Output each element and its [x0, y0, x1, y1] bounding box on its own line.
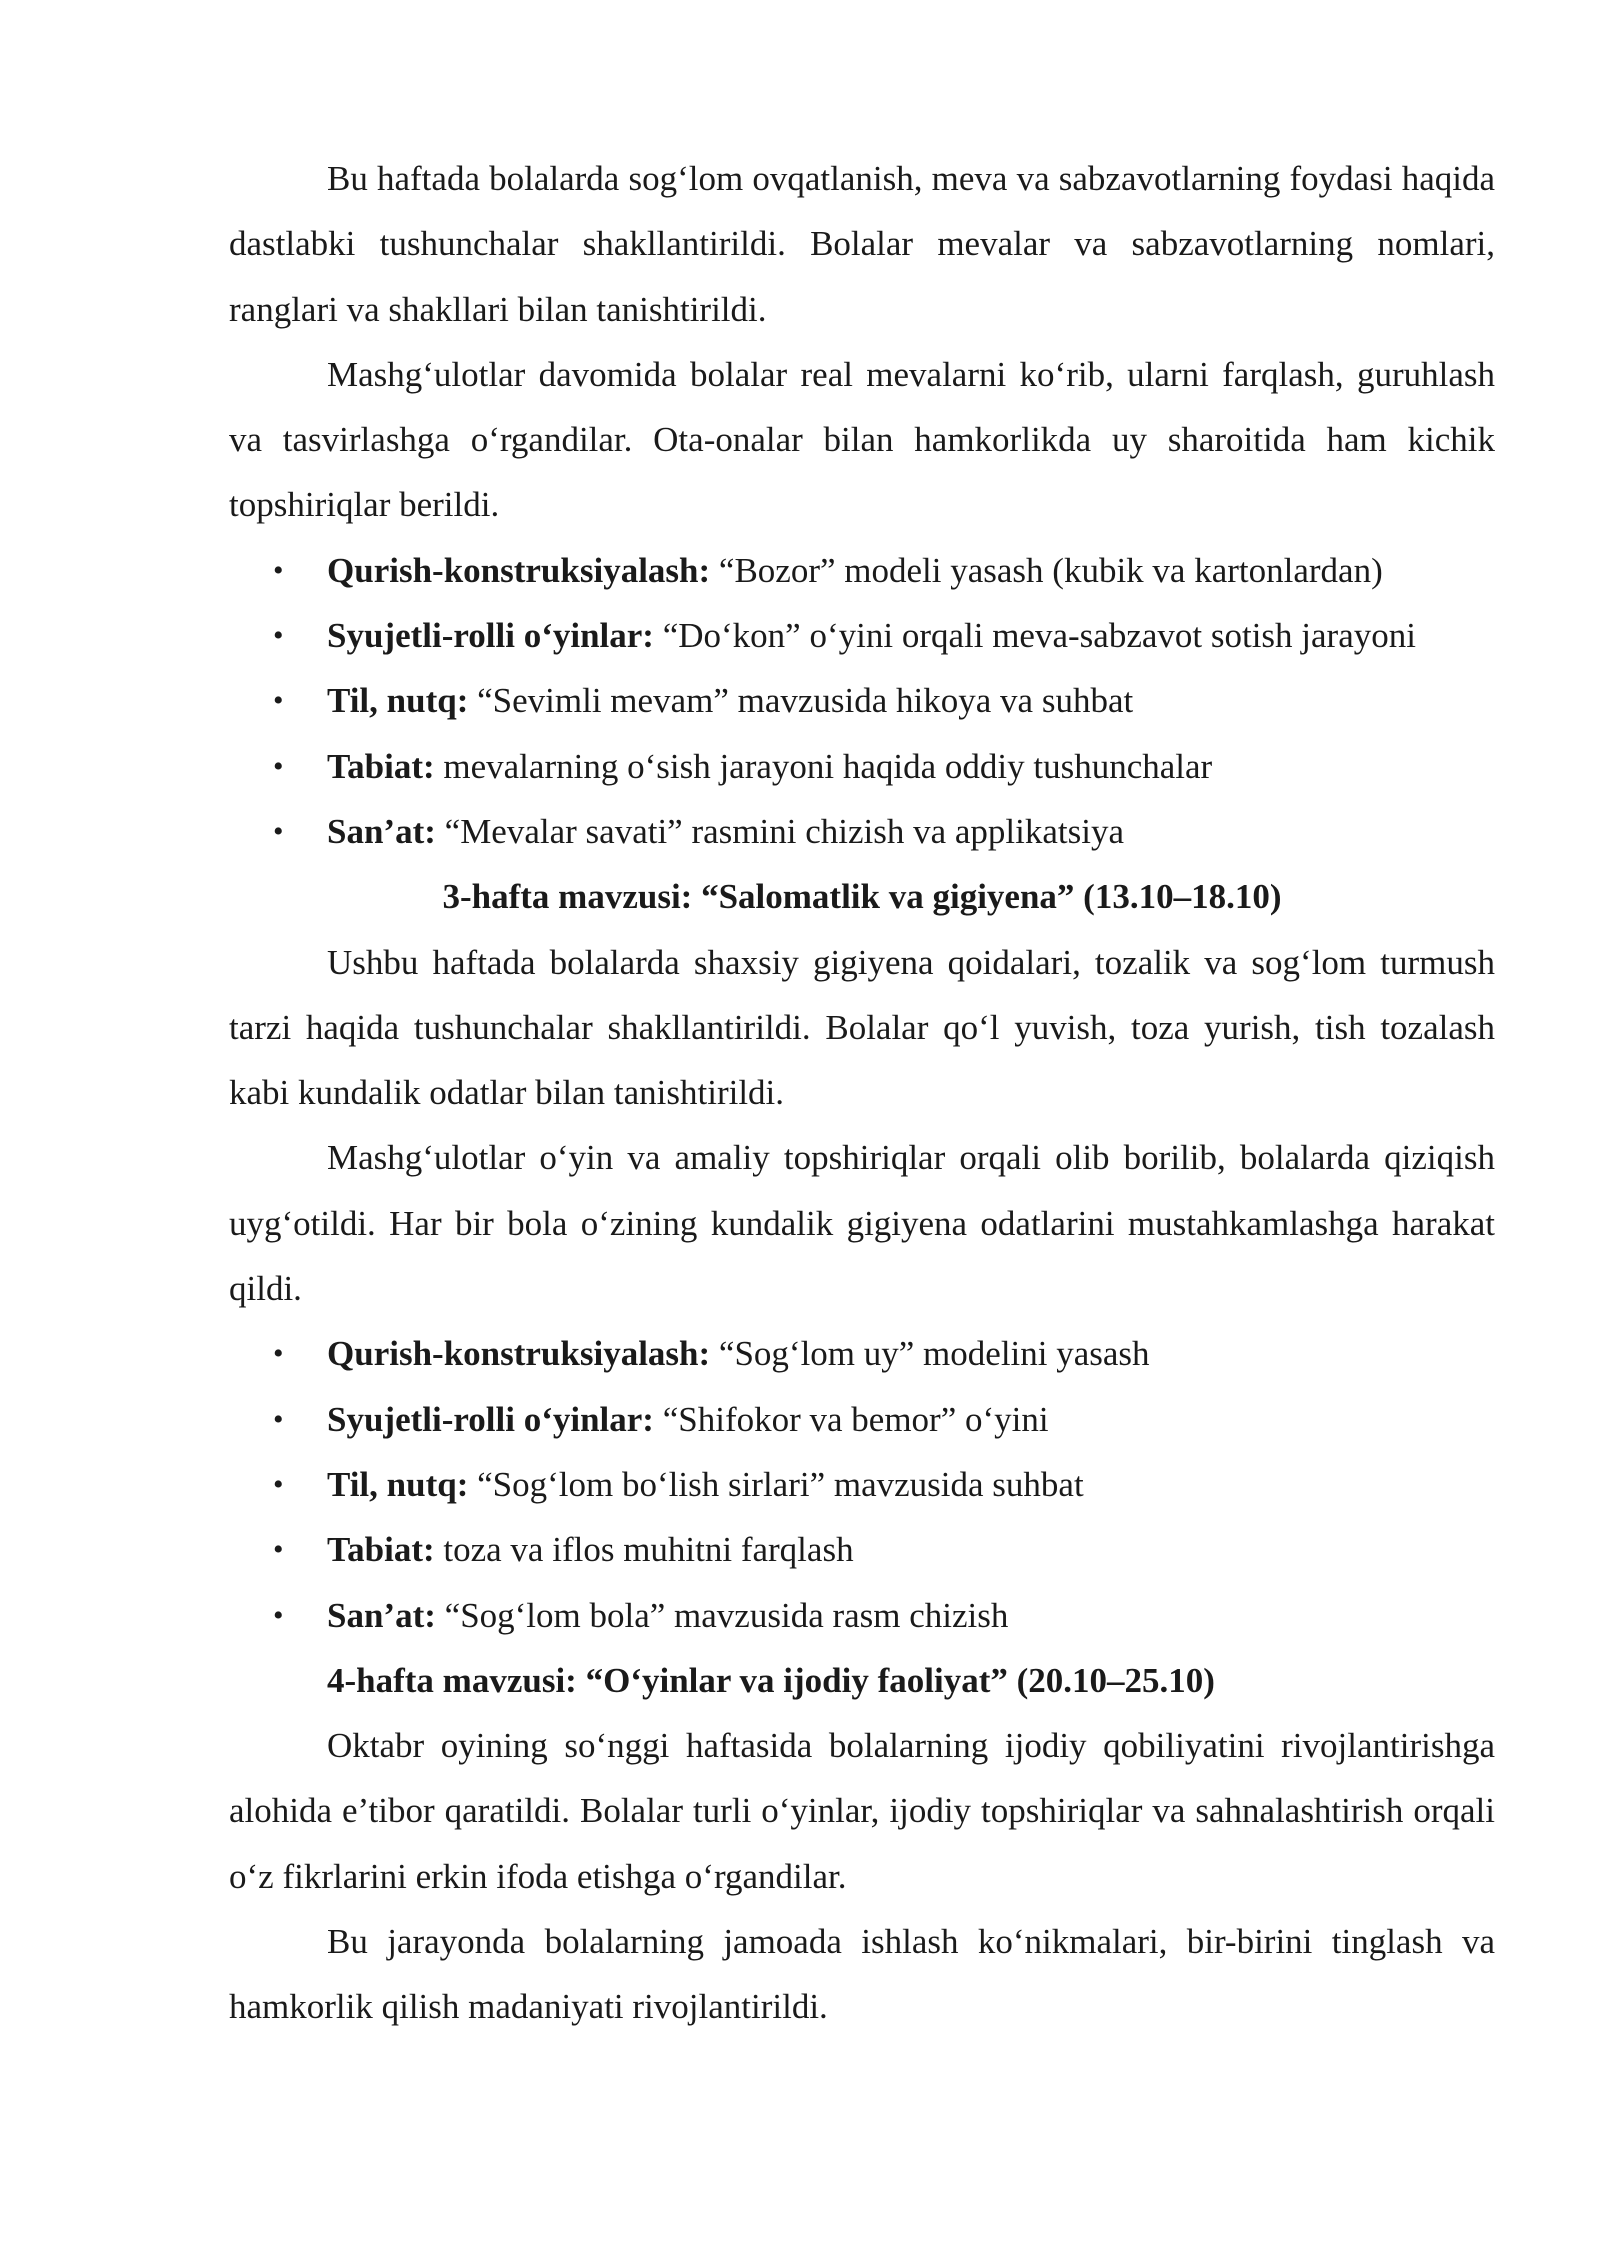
bullet-icon: •: [273, 749, 284, 783]
item-text: “Shifokor va bemor” o‘yini: [653, 1399, 1049, 1439]
bullet-icon: •: [273, 1337, 284, 1371]
section-heading: 3-hafta mavzusi: “Salomatlik va gigiyena” (13.10–18.10): [442, 877, 1282, 917]
item-text: mevalarning o‘sish jarayoni haqida oddiy tushunchalar: [434, 746, 1213, 786]
list-item: [229, 734, 1495, 799]
list-item: [229, 1321, 1495, 1386]
item-label: Til, nutq:: [327, 681, 469, 721]
bullet-icon: •: [273, 1598, 284, 1632]
item-label: San’at:: [327, 1595, 436, 1635]
bullet-icon: •: [273, 619, 284, 653]
item-text: “Sog‘lom uy” modelini yasash: [710, 1334, 1150, 1374]
activity-list: [229, 1321, 1495, 1647]
section-heading: 4-hafta mavzusi: “O‘yinlar va ijodiy faoliyat” (20.10–25.10): [327, 1660, 1215, 1700]
item-text: “Sog‘lom bola” mavzusida rasm chizish: [435, 1595, 1009, 1635]
item-label: Tabiat:: [327, 746, 435, 786]
item-label: Qurish-konstruksiyalash:: [327, 550, 711, 590]
list-item: [229, 799, 1495, 864]
list-item: [229, 1517, 1495, 1582]
bullet-icon: •: [273, 1533, 284, 1567]
item-text: toza va iflos muhitni farqlash: [434, 1530, 854, 1570]
item-label: Syujetli-rolli o‘yinlar:: [327, 616, 654, 656]
paragraph: Oktabr oyining so‘nggi haftasida bolalarning ijodiy qobiliyatini rivojlantirishga alohida e’tibor qaratildi. Bolalar turli o‘yinlar, ijodiy topshiriqlar va sahnalashtirish orqali o‘z fikrlarini erkin ifoda etishga o‘rgandilar.: [229, 1726, 1495, 1896]
document-page: [229, 146, 1495, 2040]
bullet-icon: •: [273, 553, 284, 587]
item-text: “Sevimli mevam” mavzusida hikoya va suhbat: [468, 681, 1134, 721]
item-text: “Do‘kon” o‘yini orqali meva-sabzavot sotish jarayoni: [653, 616, 1416, 656]
paragraph: Mashg‘ulotlar o‘yin va amaliy topshiriqlar orqali olib borilib, bolalarda qiziqish uyg‘otildi. Har bir bola o‘zining kundalik gigiyena odatlarini mustahkamlashga harakat qildi.: [229, 1138, 1495, 1309]
item-text: “Sog‘lom bo‘lish sirlari” mavzusida suhbat: [468, 1464, 1084, 1504]
item-label: San’at:: [327, 811, 436, 851]
item-label: Tabiat:: [327, 1530, 435, 1570]
bullet-icon: •: [273, 1467, 284, 1501]
item-label: Qurish-konstruksiyalash:: [327, 1334, 711, 1374]
item-label: Syujetli-rolli o‘yinlar:: [327, 1399, 654, 1439]
list-item: [229, 538, 1495, 603]
paragraph: Bu haftada bolalarda sog‘lom ovqatlanish, meva va sabzavotlarning foydasi haqida dastlabki tushunchalar shakllantirildi. Bolalar mevalar va sabzavotlarning nomlari, ranglari va shakllari bilan tanishtirildi.: [229, 159, 1495, 329]
item-label: Til, nutq:: [327, 1464, 469, 1504]
paragraph: Mashg‘ulotlar davomida bolalar real mevalarni ko‘rib, ularni farqlash, guruhlash va tasvirlashga o‘rgandilar. Ota-onalar bilan hamkorlikda uy sharoitida ham kichik topshiriqlar berildi.: [229, 354, 1495, 525]
paragraph: Ushbu haftada bolalarda shaxsiy gigiyena qoidalari, tozalik va sog‘lom turmush tarzi haqida tushunchalar shakllantirildi. Bolalar qo‘l yuvish, toza yurish, tish tozalash kabi kundalik odatlar bilan tanishtirildi.: [229, 942, 1495, 1113]
bullet-icon: •: [273, 1402, 284, 1436]
item-text: “Bozor” modeli yasash (kubik va kartonlardan): [710, 550, 1383, 590]
list-item: [229, 1583, 1495, 1648]
list-item: [229, 1452, 1495, 1517]
item-text: “Mevalar savati” rasmini chizish va applikatsiya: [435, 811, 1124, 851]
activity-list: [229, 538, 1495, 864]
list-item: [229, 1387, 1495, 1452]
bullet-icon: •: [273, 814, 284, 848]
list-item: [229, 668, 1495, 733]
bullet-icon: •: [273, 684, 284, 718]
list-item: [229, 603, 1495, 668]
paragraph: Bu jarayonda bolalarning jamoada ishlash ko‘nikmalari, bir-birini tinglash va hamkorlik qilish madaniyati rivojlantirildi.: [229, 1922, 1495, 2027]
